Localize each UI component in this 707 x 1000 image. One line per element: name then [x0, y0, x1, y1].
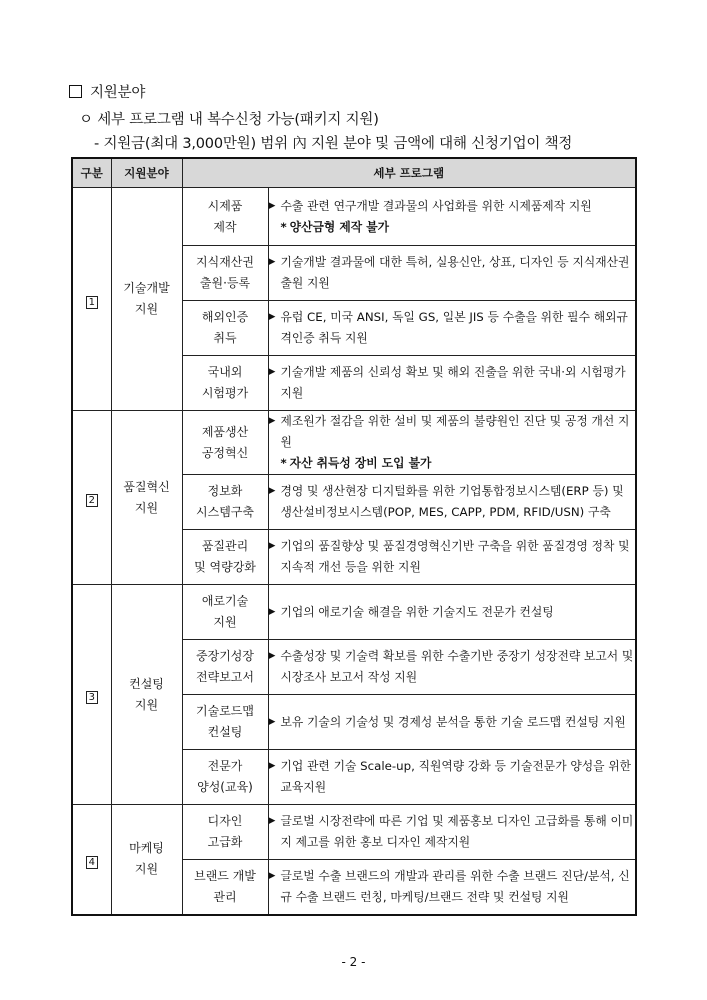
program-name-cell	[182, 356, 268, 411]
description-text: 글로벌 수출 브랜드의 개발과 관리를 위한 수출 브랜드 진단/분석, 신규 수출 브랜드 런칭, 마케팅/브랜드 전략 및 컨설팅 지원	[280, 868, 630, 904]
support-area-cell	[111, 188, 182, 411]
support-area-cell	[111, 585, 182, 805]
program-name-line: 출원·등록	[199, 276, 251, 290]
section-heading-text: 지원분야	[90, 85, 146, 101]
description-bullet	[269, 252, 636, 294]
program-name-cell	[182, 475, 268, 530]
support-area-cell	[111, 411, 182, 585]
program-name-line: 해외인증	[201, 310, 249, 324]
program-name-line: 지식재산권	[196, 255, 254, 269]
triangle-right-icon: ▶	[268, 541, 276, 551]
triangle-right-icon: ▶	[268, 606, 276, 617]
category-number: 1	[86, 296, 98, 309]
program-name-cell	[182, 530, 268, 585]
program-description-cell	[268, 750, 636, 805]
description-bullet	[269, 646, 636, 688]
triangle-right-icon: ▶	[268, 870, 276, 881]
triangle-right-icon: ▶	[268, 367, 276, 377]
description-text: 제조원가 절감을 위한 설비 및 제품의 불량원인 진단 및 공정 개선 지원	[280, 414, 630, 449]
table-row	[72, 411, 636, 475]
description-bullet	[269, 756, 636, 798]
program-name-line: 국내외	[207, 365, 243, 379]
description-text: 글로벌 시장전략에 따른 기업 및 제품홍보 디자인 고급화를 통해 이미지 제고를 위한 홍보 디자인 제작지원	[280, 814, 634, 849]
category-number: 3	[86, 691, 98, 704]
program-description-cell	[268, 356, 636, 411]
category-number-cell	[72, 805, 111, 915]
triangle-right-icon: ▶	[268, 312, 276, 322]
program-name-cell	[182, 805, 268, 860]
page-number: - 2 -	[341, 955, 366, 969]
program-name-line: 기술로드맵	[196, 704, 254, 718]
support-area-label: 기술개발	[123, 281, 170, 295]
program-description-cell	[268, 585, 636, 640]
description-text: 기업의 애로기술 해결을 위한 기술지도 전문가 컨설팅	[280, 604, 554, 619]
program-name-cell	[182, 640, 268, 695]
table-row	[72, 585, 636, 640]
program-name-cell	[182, 301, 268, 356]
triangle-right-icon: ▶	[268, 816, 276, 826]
program-name-line: 취득	[213, 331, 237, 345]
description-text: 보유 기술의 기술성 및 경제성 분석을 통한 기술 로드맵 컨설팅 지원	[280, 714, 626, 729]
program-description-cell	[268, 246, 636, 301]
note-multiple-application: ㅇ 세부 프로그램 내 복수신청 가능(패키지 지원)	[79, 112, 379, 128]
support-area-label: 컨설팅	[129, 676, 164, 691]
program-description-cell	[268, 188, 636, 246]
description-text: 수출성장 및 기술력 확보를 위한 수출기반 중장기 성장전략 보고서 및 시장조사 보고서 작성 지원	[280, 649, 634, 684]
program-name-line: 지원	[213, 615, 237, 629]
program-name-cell	[182, 750, 268, 805]
support-area-label: 지원	[134, 500, 159, 515]
program-name-line: 전략보고서	[196, 670, 254, 684]
description-bullet	[269, 536, 636, 578]
program-name-line: 전문가	[207, 759, 243, 773]
note-funding-limit: - 지원금(최대 3,000만원) 범위 內 지원 분야 및 금액에 대해 신청기업이 책정	[94, 136, 573, 152]
table-row	[72, 805, 636, 860]
triangle-right-icon: ▶	[268, 486, 276, 496]
triangle-right-icon: ▶	[268, 761, 276, 771]
support-area-cell	[111, 805, 182, 915]
checkbox-square-icon	[69, 85, 82, 98]
description-bullet	[269, 866, 636, 908]
description-bullet	[269, 481, 636, 523]
program-description-cell	[268, 805, 636, 860]
program-name-line: 고급화	[207, 835, 243, 849]
asterisk-mark: *	[280, 456, 287, 470]
support-area-label: 지원	[134, 862, 159, 877]
description-text: 유럽 CE, 미국 ANSI, 독일 GS, 일본 JIS 등 수출을 위한 필수 해외규격인증 취득 지원	[280, 310, 628, 345]
program-description-cell	[268, 695, 636, 750]
program-name-line: 시스템구축	[196, 505, 254, 519]
description-bullet	[269, 712, 636, 733]
support-area-label: 마케팅	[129, 841, 164, 856]
support-program-table	[71, 157, 637, 916]
section-heading	[69, 81, 145, 102]
program-name-line: 공정혁신	[201, 445, 249, 460]
program-name-line: 시제품	[207, 198, 243, 213]
program-description-cell	[268, 301, 636, 356]
program-name-cell	[182, 411, 268, 475]
category-number-cell	[72, 411, 111, 585]
program-name-cell	[182, 246, 268, 301]
header-category: 구분	[72, 158, 111, 188]
description-bullet	[269, 362, 636, 404]
program-name-line: 제작	[213, 219, 237, 234]
description-bullet	[269, 602, 636, 623]
description-text: 기업 관련 기술 Scale-up, 직원역량 강화 등 기술전문가 양성을 위한 교육지원	[280, 759, 632, 794]
restriction-note	[269, 217, 636, 238]
program-name-line: 양성(교육)	[197, 780, 253, 794]
asterisk-mark: *	[280, 219, 287, 234]
category-number-cell	[72, 188, 111, 411]
description-text: 수출 관련 연구개발 결과물의 사업화를 위한 시제품제작 지원	[280, 198, 592, 213]
program-name-cell	[182, 585, 268, 640]
restriction-note	[269, 453, 636, 474]
program-name-cell	[182, 860, 268, 915]
triangle-right-icon: ▶	[268, 257, 276, 267]
program-name-line: 관리	[213, 889, 237, 904]
restriction-text: 자산 취득성 장비 도입 불가	[289, 456, 432, 470]
support-area-label: 지원	[134, 697, 159, 712]
program-description-cell	[268, 640, 636, 695]
category-number-cell	[72, 585, 111, 805]
program-description-cell	[268, 530, 636, 585]
program-name-line: 품질관리	[201, 539, 249, 553]
program-description-cell	[268, 475, 636, 530]
table-header-row	[72, 158, 636, 188]
description-text: 기술개발 결과물에 대한 특허, 실용신안, 상표, 디자인 등 지식재산권 출원 지원	[280, 255, 630, 290]
program-name-line: 시험평가	[201, 386, 249, 400]
header-detail-program: 세부 프로그램	[182, 158, 636, 188]
program-name-line: 브랜드 개발	[194, 868, 256, 883]
description-bullet	[269, 196, 636, 217]
category-number: 2	[86, 494, 98, 507]
program-description-cell	[268, 860, 636, 915]
description-text: 기업의 품질향상 및 품질경영혁신기반 구축을 위한 품질경영 정착 및 지속적 개선 등을 위한 지원	[280, 539, 630, 574]
triangle-right-icon: ▶	[268, 716, 276, 727]
program-name-line: 제품생산	[201, 424, 249, 439]
program-name-cell	[182, 188, 268, 246]
description-bullet	[269, 811, 636, 853]
program-name-line: 디자인	[207, 814, 243, 828]
triangle-right-icon: ▶	[268, 200, 276, 211]
triangle-right-icon: ▶	[268, 651, 276, 661]
category-number: 4	[86, 856, 98, 869]
program-name-line: 중장기성장	[196, 649, 254, 663]
restriction-text: 양산금형 제작 불가	[289, 219, 390, 234]
description-bullet	[269, 411, 636, 453]
program-name-line: 및 역량강화	[194, 560, 256, 574]
support-area-label: 품질혁신	[123, 479, 170, 494]
program-name-line: 정보화	[207, 484, 243, 498]
support-area-label: 지원	[134, 302, 159, 316]
description-text: 기술개발 제품의 신뢰성 확보 및 해외 진출을 위한 국내·외 시험평가 지원	[280, 365, 626, 400]
program-description-cell	[268, 411, 636, 475]
program-name-line: 애로기술	[201, 594, 249, 608]
table-row	[72, 188, 636, 246]
program-name-cell	[182, 695, 268, 750]
header-support-area: 지원분야	[111, 158, 182, 188]
description-text: 경영 및 생산현장 디지털화를 위한 기업통합정보시스템(ERP 등) 및 생산설비정보시스템(POP, MES, CAPP, PDM, RFID/USN) 구축	[280, 484, 624, 519]
program-name-line: 컨설팅	[207, 725, 243, 739]
triangle-right-icon: ▶	[268, 416, 276, 426]
description-bullet	[269, 307, 636, 349]
